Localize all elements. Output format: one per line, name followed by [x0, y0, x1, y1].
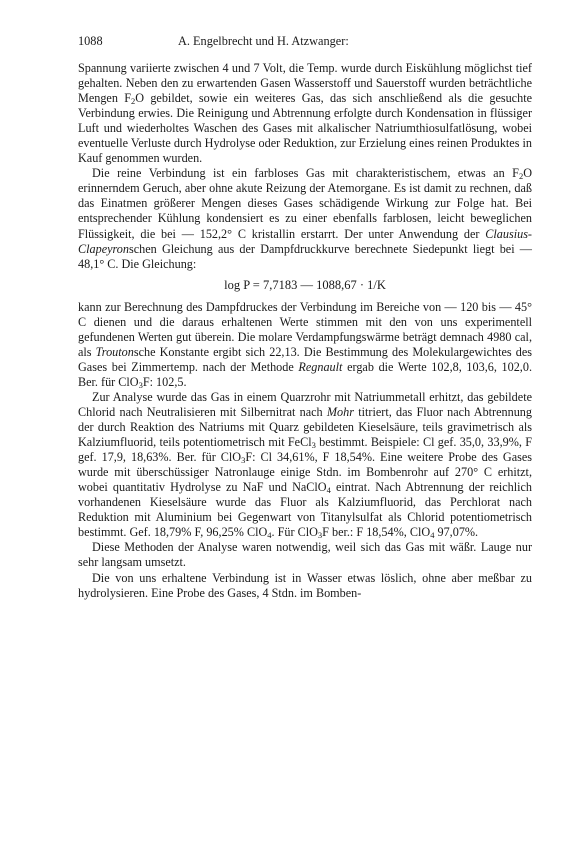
paragraph-2: Die reine Verbindung ist ein farbloses Gas mit charakteristischem, etwas an $F_2O$ erinnerndem Geruch, aber ohne akute Reizung der Atemorgane. Es ist damit zu rechnen, daß das Einatmen größerer Mengen dieses Gases schädigende Wirkung zur Folge hat. Bei entsprechender Kühlung kondensiert es zu einer ebenfalls farblosen, leicht beweglichen Flüssigkeit, die bei — 152,2° C kristallin erstarrt. Der unter Anwendung der Clausius-Clapeyronschen Gleichung aus der Dampfdruckkurve berechnete Siedepunkt liegt bei — 48,1° C. Die Gleichung:: [78, 166, 532, 271]
paragraph-4: Zur Analyse wurde das Gas in einem Quarzrohr mit Natriummetall erhitzt, das gebildete Chlorid nach Neutralisieren mit Silbernitrat nach Mohr titriert, das Fluor nach Abtrennung der durch Reaktion des Natriums mit Quarz gebildeten Kieselsäure, teils gravimetrisch als Kalziumfluorid, teils potentiometrisch mit FeCl$_3$ bestimmt. Beispiele: Cl gef. 35,0, 33,9%, F gef. 17,9, 18,63%. Ber. für ClO$_3$F: Cl 34,61%, F 18,54%. Eine weitere Probe des Gases wurde mit überschüssiger Natronlauge einige Stdn. im Bombenrohr auf 270° C erhitzt, wobei quantitativ Hydrolyse zu NaF und NaClO$_4$ eintrat. Nach Abtrennung der reichlich vorhandenen Kieselsäure wurde das Fluor als Kalziumfluorid, das Perchlorat nach Reduktion mit Aluminium bei Gegenwart von Titanylsulfat als Chlorid potentiometrisch bestimmt. Gef. 18,79% F, 96,25% ClO$_4$. Für ClO$_3$F ber.: F 18,54%, ClO$_4$ 97,07%.: [78, 389, 532, 541]
paragraph-3: kann zur Berechnung des Dampfdruckes der Verbindung im Bereiche von — 120 bis — 45° C dienen und die daraus erhaltenen Werte stimmen mit den von uns experimentell gefundenen Werten gut überein. Die molare Verdampfungswärme beträgt demnach 4980 cal, als Troutonsche Konstante ergibt sich 22,13. Die Bestimmung des Molekulargewichtes des Gases bei Zimmertemp. nach der Methode Regnault ergab die Werte 102,8, 103,6, 102,0. Ber. für ClO$_3$F: 102,5.: [78, 299, 532, 390]
running-title: A. Engelbrecht und H. Atzwanger:: [178, 34, 349, 48]
page-header: [78, 34, 532, 48]
article-body: [78, 61, 532, 601]
paragraph-5: Diese Methoden der Analyse waren notwendig, weil sich das Gas mit wäßr. Lauge nur sehr langsam umsetzt.: [78, 540, 532, 570]
page-number: 1088: [78, 34, 103, 48]
paragraph-6: Die von uns erhaltene Verbindung ist in Wasser etwas löslich, ohne aber meßbar zu hydrolysieren. Eine Probe des Gases, 4 Stdn. im Bomben-: [78, 570, 532, 600]
paragraph-1: Spannung variierte zwischen 4 und 7 Volt, die Temp. wurde durch Eiskühlung möglichst tief gehalten. Neben den zu erwartenden Gasen Wasserstoff und Sauerstoff wurden beträchtliche Mengen $F_2O$ gebildet, sowie ein weiteres Gas, das sich anschließend als die gesuchte Verbindung erwies. Die Reinigung und Abtrennung erfolgte durch Kondensation in flüssiger Luft und wiederholtes Waschen des Gases mit alkalischer Natriumthiosulfatlösung, wobei eventuelle Verluste durch Hydrolyse oder Reduktion, zur Erzielung eines reinen Produktes in Kauf genommen wurden.: [78, 61, 532, 166]
vapor-pressure-equation: log P = 7,7183 — 1088,67 · 1/K: [224, 277, 386, 292]
